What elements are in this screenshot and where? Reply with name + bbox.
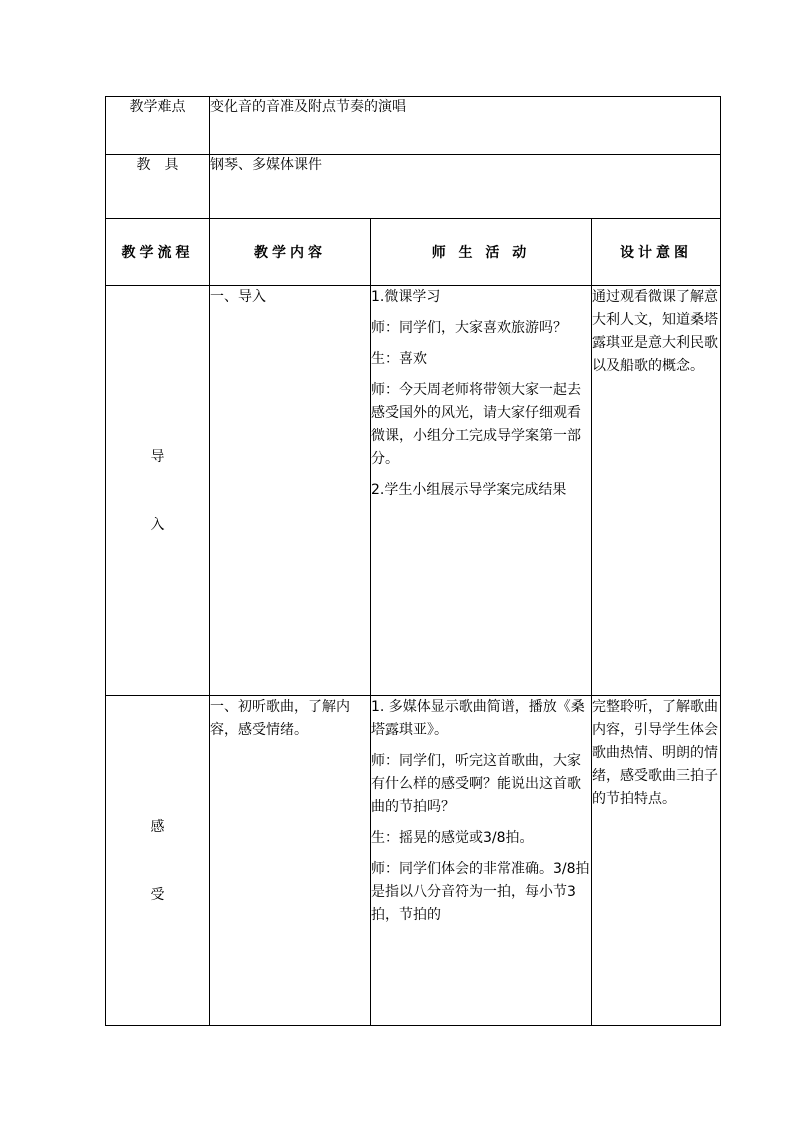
tools-row xyxy=(106,155,721,219)
content-text: 一、导入 xyxy=(210,289,266,305)
content-cell-feel xyxy=(210,696,371,1026)
header-activity: 师 生 活 动 xyxy=(371,219,592,286)
content-cell-intro xyxy=(210,286,371,696)
stage-cell-intro xyxy=(106,286,210,696)
intent-cell-feel: 完整聆听，了解歌曲内容，引导学生体会歌曲热情、明朗的情绪，感受歌曲三拍子的节拍特点。 xyxy=(592,696,721,1026)
content-text: 一、初听歌曲，了解内容，感受情绪。 xyxy=(210,699,350,738)
header-row xyxy=(106,219,721,286)
difficulty-label: 教学难点 xyxy=(106,97,210,155)
tools-label: 教 具 xyxy=(106,155,210,219)
activity-item: 师：今天周老师将带领大家一起去感受国外的风光，请大家仔细观看微课，小组分工完成导学案第一部分。 xyxy=(371,382,581,467)
activity-item: 2.学生小组展示导学案完成结果 xyxy=(371,482,567,498)
stage-char: 受 xyxy=(150,886,165,903)
difficulty-value: 变化音的音准及附点节奏的演唱 xyxy=(210,97,721,155)
activity-item: 师：同学们，听完这首歌曲，大家有什么样的感受啊？能说出这首歌曲的节拍吗？ xyxy=(371,753,581,815)
section-row-feel xyxy=(106,696,721,1026)
stage-char: 入 xyxy=(150,516,165,533)
activity-item: 师：同学们体会的非常准确。3/8拍是指以八分音符为一拍，每小节3拍，节拍的 xyxy=(371,861,590,923)
header-intent: 设计意图 xyxy=(592,219,721,286)
activity-item: 师：同学们，大家喜欢旅游吗？ xyxy=(371,320,567,336)
activity-item: 1. 多媒体显示歌曲简谱，播放《桑塔露琪亚》。 xyxy=(371,699,585,738)
tools-value: 钢琴、多媒体课件 xyxy=(210,155,721,219)
activity-item: 1.微课学习 xyxy=(371,289,441,305)
activity-item: 生：喜欢 xyxy=(371,351,427,367)
activity-cell-intro xyxy=(371,286,592,696)
stage-cell-feel xyxy=(106,696,210,1026)
section-row-intro xyxy=(106,286,721,696)
activity-item: 生：摇晃的感觉或3/8拍。 xyxy=(371,830,534,846)
stage-char: 导 xyxy=(150,448,165,465)
lesson-plan-table xyxy=(105,96,721,1026)
activity-cell-feel xyxy=(371,696,592,1026)
stage-char: 感 xyxy=(150,818,165,835)
difficulty-row xyxy=(106,97,721,155)
intent-cell-intro: 通过观看微课了解意大利人文，知道桑塔露琪亚是意大利民歌以及船歌的概念。 xyxy=(592,286,721,696)
header-content: 教学内容 xyxy=(210,219,371,286)
header-flow: 教学流程 xyxy=(106,219,210,286)
